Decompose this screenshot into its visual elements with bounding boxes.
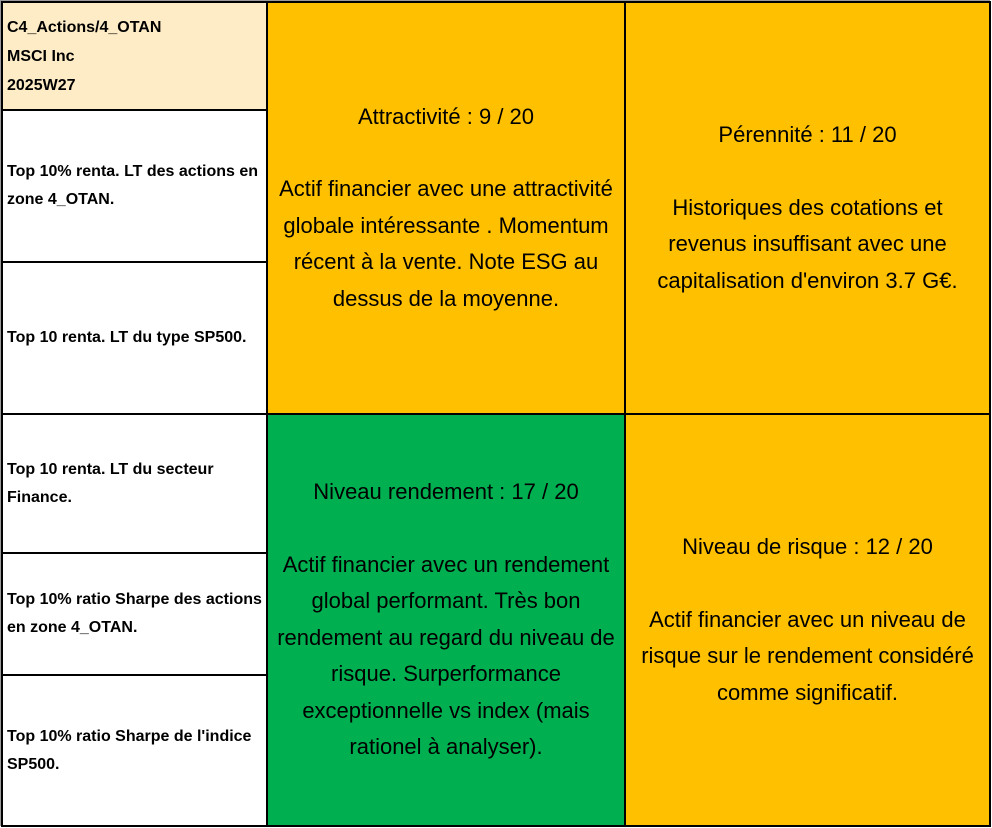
perennite-score: Pérennité : 11 / 20 xyxy=(718,122,897,147)
risque-score: Niveau de risque : 12 / 20 xyxy=(682,534,933,559)
ranking-text: Top 10 renta. LT du secteur Finance. xyxy=(7,460,214,506)
quadrant-attractivite xyxy=(266,1,626,415)
asset-header xyxy=(1,1,268,111)
week-label: 2025W27 xyxy=(7,76,76,94)
asset-name: MSCI Inc xyxy=(7,47,75,65)
rendement-description: Actif financier avec un rendement global performant. Très bon rendement au regard du niveau de risque. Surperformance exceptionnelle vs index (mais rationel à analyser). xyxy=(277,551,615,760)
ranking-cell-5 xyxy=(1,674,268,827)
attractivite-score: Attractivité : 9 / 20 xyxy=(357,103,535,129)
category-label: C4_Actions/4_OTAN xyxy=(7,18,162,36)
ranking-cell-2 xyxy=(1,261,268,415)
ranking-text: Top 10% renta. LT des actions en zone 4_OTAN. xyxy=(7,163,259,208)
quadrant-rendement xyxy=(266,413,626,827)
quadrant-risque xyxy=(624,413,991,827)
risque-description: Actif financier avec un niveau de risque sur le rendement considéré comme significatif. xyxy=(641,606,974,705)
ranking-text: Top 10% ratio Sharpe de l'indice SP500. xyxy=(7,727,252,773)
ranking-cell-4 xyxy=(1,552,268,676)
rendement-score: Niveau rendement : 17 / 20 xyxy=(313,479,579,505)
quadrant-perennite xyxy=(624,1,991,415)
perennite-description: Historiques des cotations et revenus insuffisant avec une capitalisation d'environ 3.7 G€. xyxy=(657,194,958,293)
ranking-text: Top 10 renta. LT du type SP500. xyxy=(7,329,247,346)
ranking-cell-3 xyxy=(1,413,268,554)
attractivite-description: Actif financier avec une attractivité globale intéressante . Momentum récent à la vente. Note ESG au dessus de la moyenne. xyxy=(279,176,613,311)
ranking-cell-1 xyxy=(1,109,268,263)
ranking-text: Top 10% ratio Sharpe des actions en zone 4_OTAN. xyxy=(7,591,262,636)
